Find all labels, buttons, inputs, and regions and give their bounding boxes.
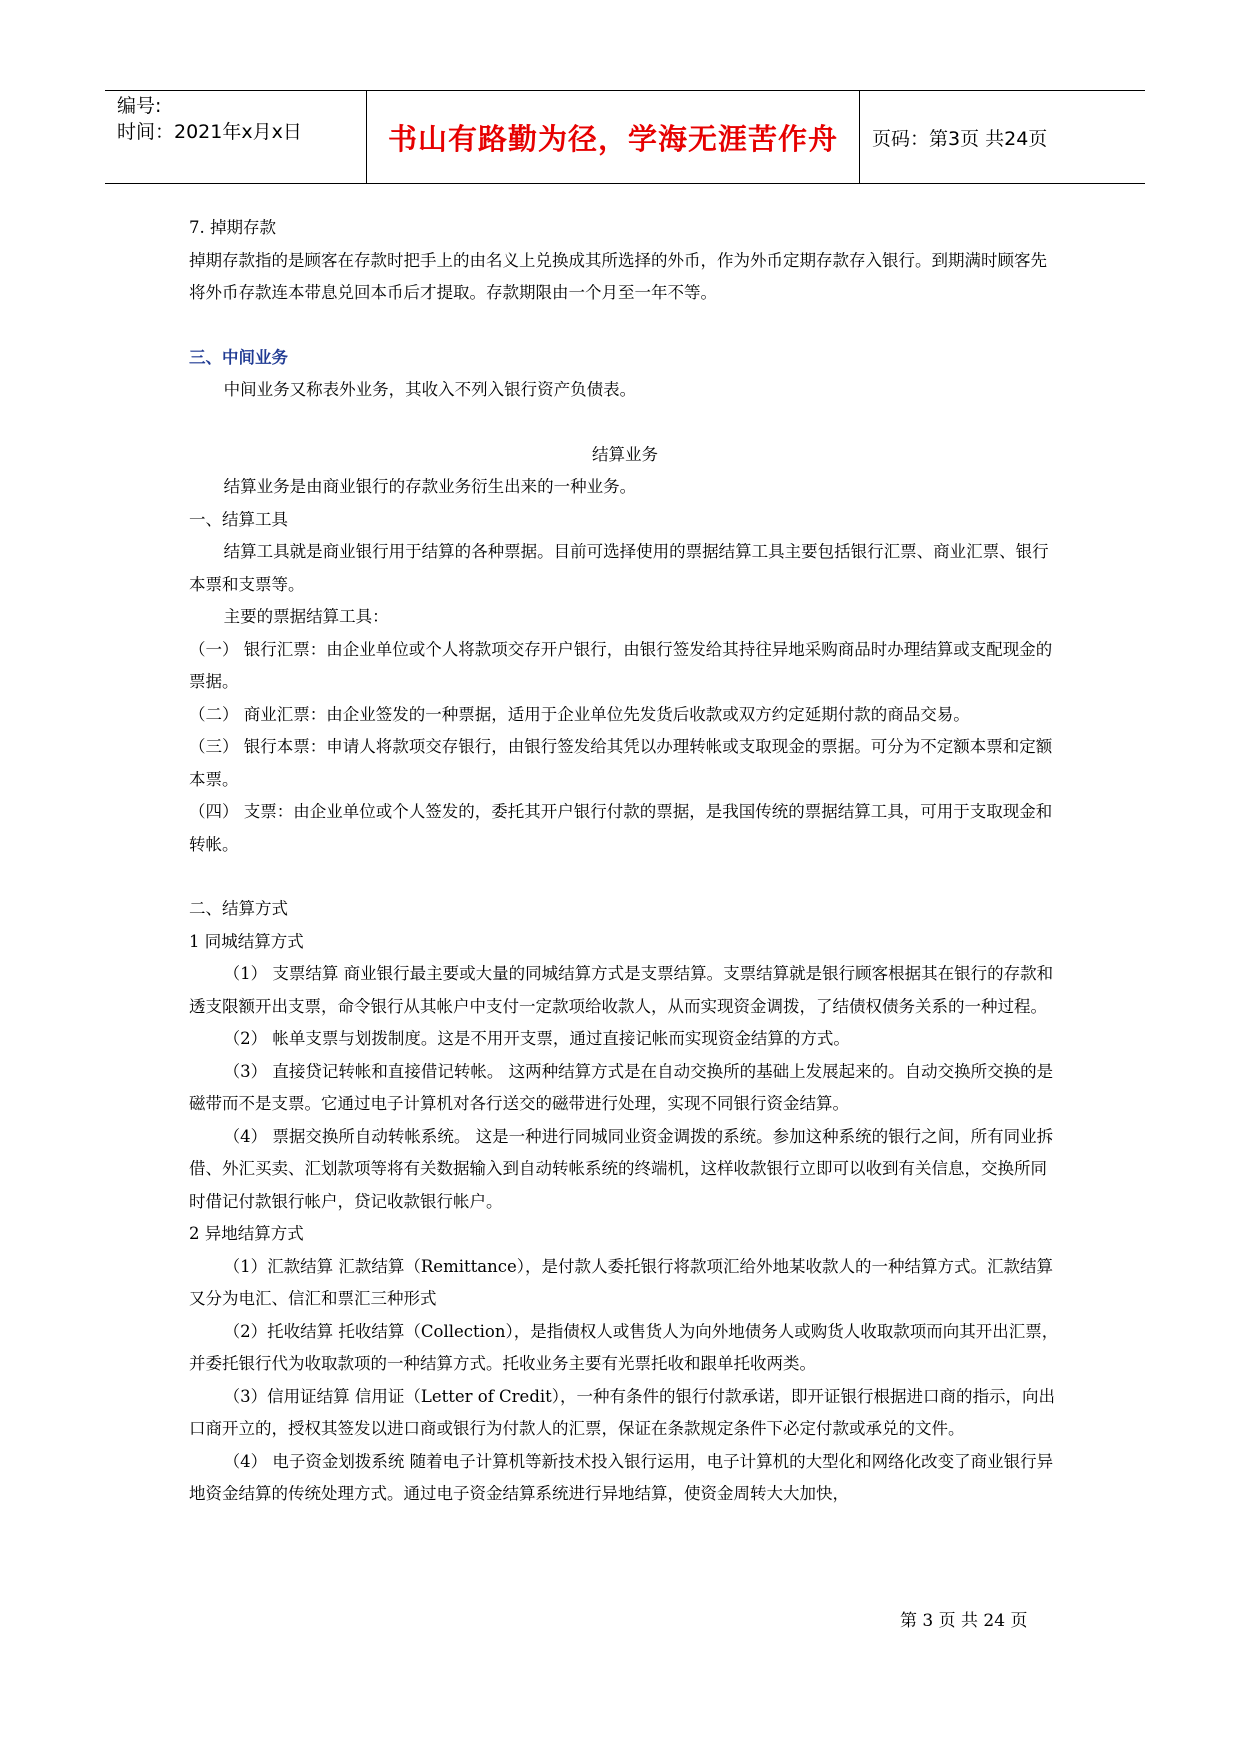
heading-swap-deposit: 7. 掉期存款 [189,218,276,237]
list-item: （1） 支票结算 商业银行最主要或大量的同城结算方式是支票结算。支票结算就是银行顾客根据其在银行的存款和透支限额开出支票，命令银行从其帐户中支付一定款项给收款人，从而实现资金调拨，了结债权债务关系的一种过程。 [189,964,1054,1016]
list-item: （四） 支票：由企业单位或个人签发的，委托其开户银行付款的票据，是我国传统的票据结算工具，可用于支取现金和转帐。 [189,802,1053,854]
heading-settlement-methods: 二、结算方式 [189,899,288,918]
header-time-label: 时间：2021年x月x日 [117,121,302,143]
header-page-info: 页码：第3页 共24页 [872,127,1048,150]
subheading-local: 1 同城结算方式 [189,931,304,951]
paragraph: 主要的票据结算工具： [223,607,389,626]
list-item: （3） 直接贷记转帐和直接借记转帐。 这两种结算方式是在自动交换所的基础上发展起来的。自动交换所交换的是磁带而不是支票。它通过电子计算机对各行送交的磁带进行处理，实现不同银行资金结算。 [189,1061,1054,1113]
header-number-label: 编号: [117,95,162,117]
list-item: （一） 银行汇票：由企业单位或个人将款项交存开户银行，由银行签发给其持往异地采购商品时办理结算或支配现金的票据。 [189,639,1053,691]
paragraph: 结算工具就是商业银行用于结算的各种票据。目前可选择使用的票据结算工具主要包括银行汇票、商业汇票、银行本票和支票等。 [189,542,1049,594]
paragraph: 结算业务是由商业银行的存款业务衍生出来的一种业务。 [223,477,637,496]
list-item: （4） 票据交换所自动转帐系统。 这是一种进行同城同业资金调拨的系统。参加这种系统的银行之间，所有同业拆借、外汇买卖、汇划款项等将有关数据输入到自动转帐系统的终端机，这样收款银行立即可以收到有关信息，交换所同时借记付款银行帐户，贷记收款银行帐户。 [189,1126,1054,1211]
list-item: （二） 商业汇票：由企业签发的一种票据，适用于企业单位先发货后收款或双方约定延期付款的商品交易。 [189,704,970,724]
section-heading-intermediary: 三、中间业务 [189,347,288,367]
header-motto: 书山有路勤为径，学海无涯苦作舟 [367,91,860,183]
list-item: （三） 银行本票：申请人将款项交存银行，由银行签发给其凭以办理转帐或支取现金的票据。可分为不定额本票和定额本票。 [189,737,1053,789]
subtitle-settlement: 结算业务 [592,444,658,464]
list-item: （1）汇款结算 汇款结算（Remittance），是付款人委托银行将款项汇给外地某收款人的一种结算方式。汇款结算又分为电汇、信汇和票汇三种形式 [189,1256,1053,1308]
paragraph: 掉期存款指的是顾客在存款时把手上的由名义上兑换成其所选择的外币，作为外币定期存款存入银行。到期满时顾客先将外币存款连本带息兑回本币后才提取。存款期限由一个月至一年不等。 [189,250,1047,302]
list-item: （2）托收结算 托收结算（Collection），是指债权人或售货人为向外地债务人或购货人收取款项而向其开出汇票，并委托银行代为收取款项的一种结算方式。托收业务主要有光票托收和跟单托收两类。 [189,1321,1059,1373]
subheading-remote: 2 异地结算方式 [189,1224,304,1243]
list-item: （3）信用证结算 信用证（Letter of Credit），一种有条件的银行付款承诺，即开证银行根据进口商的指示，向出口商开立的，授权其签发以进口商或银行为付款人的汇票，保证在条款规定条件下必定付款或承兑的文件。 [189,1386,1056,1438]
header-meta [105,91,367,183]
list-item: （4） 电子资金划拨系统 随着电子计算机等新技术投入银行运用，电子计算机的大型化和网络化改变了商业银行异地资金结算的传统处理方式。通过电子资金结算系统进行异地结算，使资金周转大大加快， [189,1451,1054,1503]
paragraph: 中间业务又称表外业务，其收入不列入银行资产负债表。 [223,380,637,399]
document-body [189,212,1061,1511]
page-header [105,90,1145,184]
page-footer-number: 第 3 页 共 24 页 [900,1611,1028,1631]
list-item: （2） 帐单支票与划拨制度。这是不用开支票，通过直接记帐而实现资金结算的方式。 [223,1029,850,1048]
heading-settlement-tools: 一、结算工具 [189,509,288,529]
